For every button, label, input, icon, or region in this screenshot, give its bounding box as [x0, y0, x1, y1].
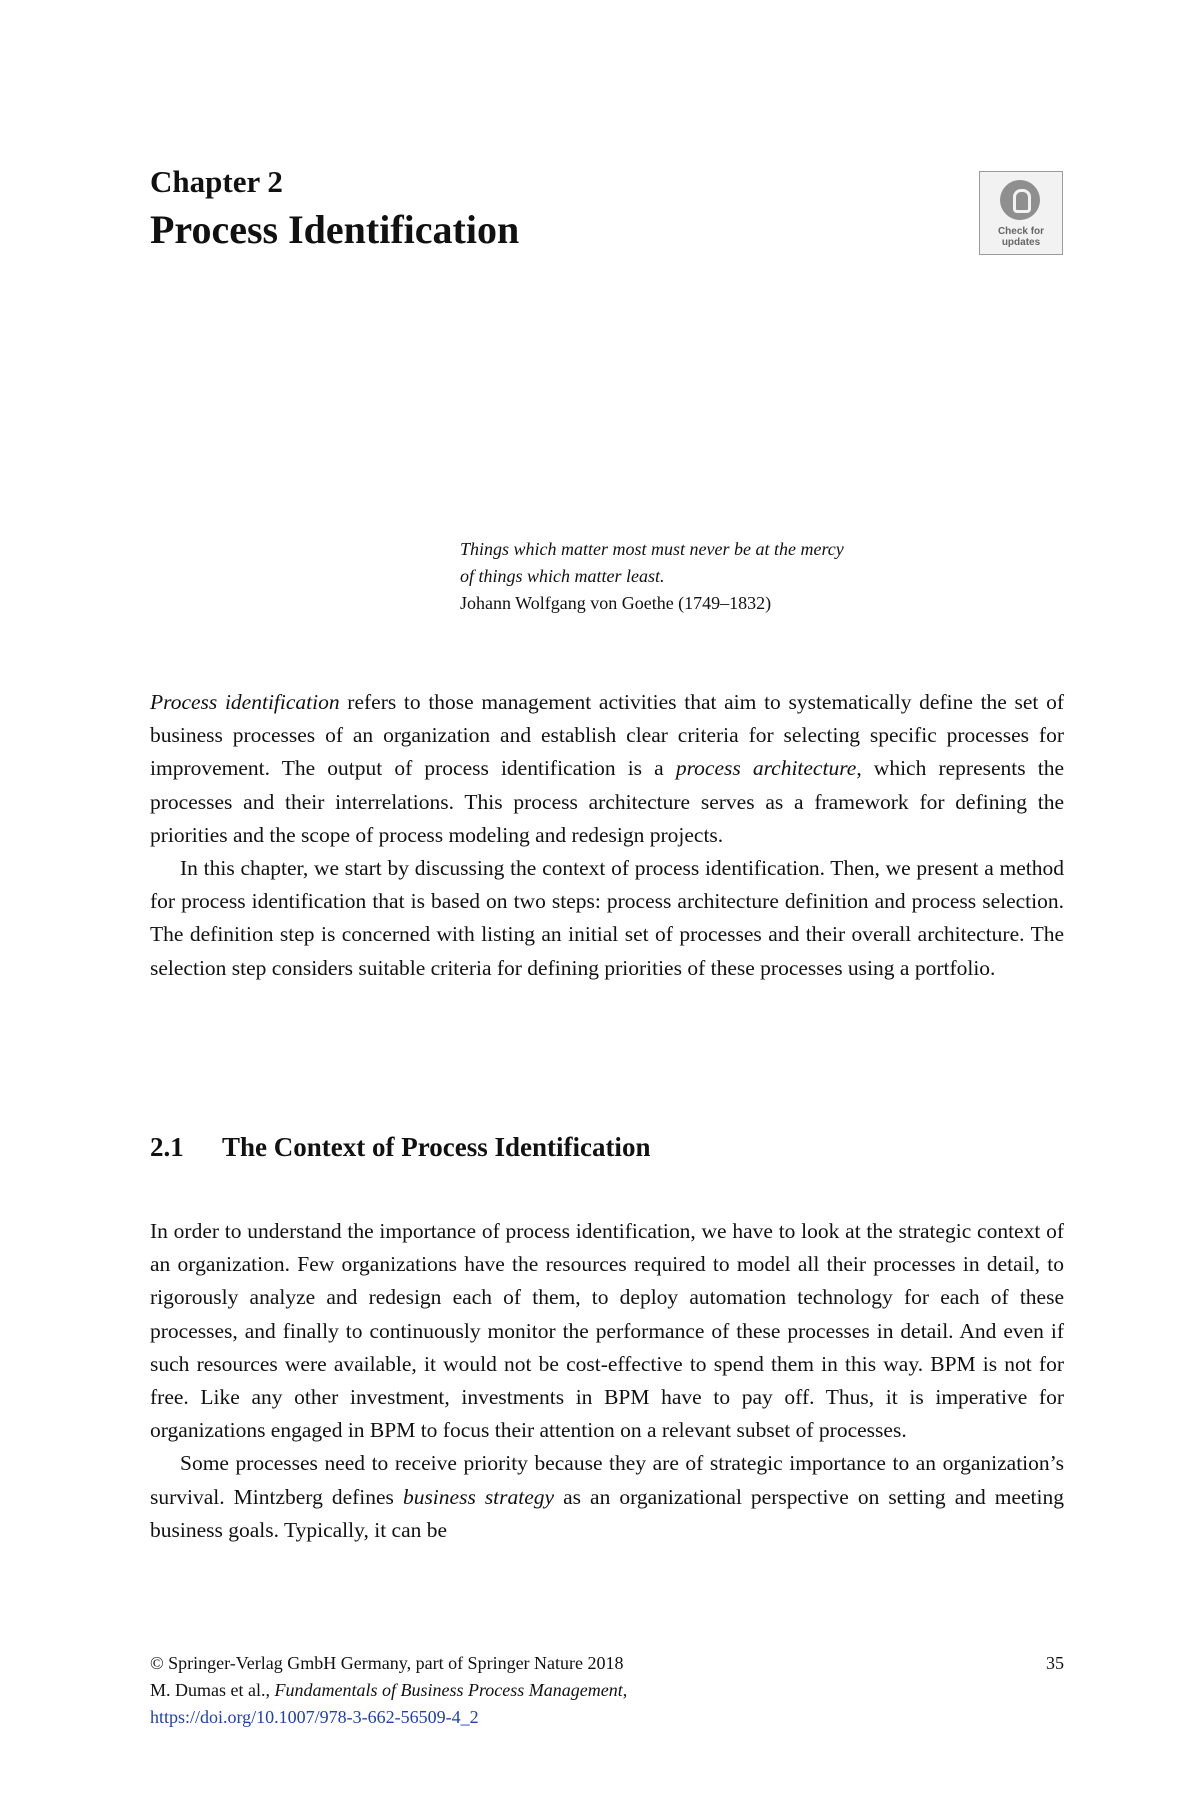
intro-text [150, 686, 1064, 985]
section-text [150, 1215, 1064, 1547]
copyright-line: © Springer-Verlag GmbH Germany, part of Springer Nature 2018 [150, 1653, 624, 1673]
section-paragraph-2-text-a: Some processes need to receive priority because they are of strategic importance to an organization’s survival. Mintzberg defines [150, 1451, 1064, 1509]
term-process-identification: Process identification [150, 690, 340, 714]
section-paragraph-2 [150, 1447, 1064, 1547]
chapter-label: Chapter 2 [150, 164, 283, 199]
epigraph-quote-line-2: of things which matter least. [460, 566, 665, 586]
epigraph-attribution: Johann Wolfgang von Goethe (1749–1832) [460, 593, 772, 613]
section-number: 2.1 [150, 1132, 184, 1162]
section-title: The Context of Process Identification [222, 1132, 651, 1162]
intro-paragraph-1-text-a: refers to those management activities that aim to systematically define the set of business processes of an organization and establish clear criteria for selecting specific processes for improvement. The output of process identification is a [150, 690, 1064, 781]
page-number: 35 [1046, 1653, 1064, 1673]
intro-paragraph-1-text-b: , which represents the processes and their interrelations. This process architecture serves as a framework for defining the priorities and the scope of process modeling and redesign projects. [150, 756, 1064, 847]
term-business-strategy: business strategy [402, 1484, 555, 1509]
page-footer [150, 1650, 1064, 1731]
epigraph-quote-line-1: Things which matter most must never be at the mercy [460, 539, 844, 559]
check-for-updates-badge[interactable] [979, 171, 1063, 255]
bookmark-icon [1000, 180, 1040, 220]
epigraph [460, 536, 980, 617]
section-heading [150, 1134, 650, 1161]
section-paragraph-2-text-b: as an organizational perspective on setting and meeting business goals. Typically, it can be [150, 1484, 1064, 1542]
intro-paragraph-2: In this chapter, we start by discussing the context of process identification. Then, we present a method for process identification that is based on two steps: process architecture definition and process selection. The definition step is concerned with listing an initial set of processes and their overall architecture. The selection step considers suitable criteria for defining priorities of these processes using a portfolio. [150, 856, 1064, 980]
intro-paragraph-1 [150, 686, 1064, 852]
chapter-title: Process Identification [150, 207, 520, 252]
term-process-architecture: process architecture [675, 756, 857, 781]
doi-link[interactable]: https://doi.org/10.1007/978-3-662-56509-4_2 [150, 1707, 479, 1727]
citation-line [150, 1677, 1064, 1704]
citation-book-title: Fundamentals of Business Process Management [274, 1680, 623, 1700]
citation-book-title-suffix: , [622, 1680, 628, 1700]
section-paragraph-1: In order to understand the importance of process identification, we have to look at the strategic context of an organization. Few organizations have the resources required to model all their processes in detail, to rigorously analyze and redesign each of them, to deploy automation technology for each of these processes, and finally to continuously monitor the performance of these processes in detail. And even if such resources were available, it would not be cost-effective to spend them in this way. BPM is not for free. Like any other investment, investments in BPM have to pay off. Thus, it is imperative for organizations engaged in BPM to focus their attention on a relevant subset of processes. [150, 1219, 1064, 1443]
citation-authors: M. Dumas et al., [150, 1680, 275, 1700]
badge-text: Check for updates [997, 226, 1045, 248]
